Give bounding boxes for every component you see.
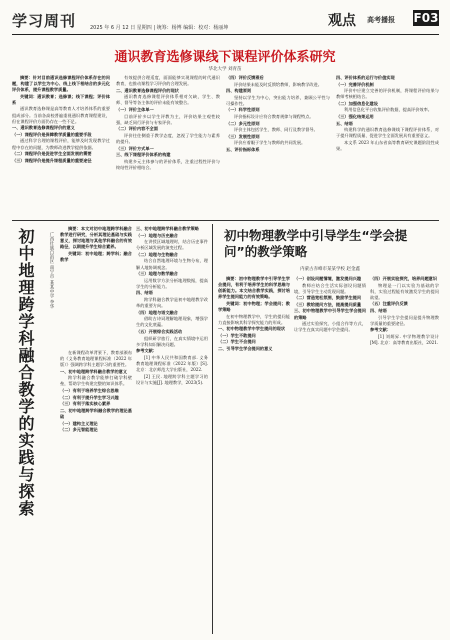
article2-subheading: （一）地理与历史融合 [136,232,178,238]
article3-abstract: 摘要：初中物理教学中引导学生学会提问，有利于培养学生的科学思维与创新能力。本文结合教学实践，探讨培养学生提问能力的有效策略。 [218,276,290,300]
article1-paragraph: 构建多元主体参与的评价体系，注重过程性评价与终结性评价相结合。 [116,158,220,170]
article3-subheading: 二、引导学生学会提问的意义 [218,346,273,352]
article3-subheading: （五）注重评价反馈 [370,301,408,307]
article1-title: 通识教育选修课线下课程评价体系研究 [114,50,336,65]
article1-byline: 华北大学 刘青苗 [208,67,242,72]
article2-reference: [2] 王民. 地理跨学科主题学习的设计与实施[J]. 地理教学，2023(5). [136,373,208,385]
article3-subheading: 一、初中物理教学中学生提问的现状 [218,326,286,332]
article1-column-3 [226,75,330,215]
article1-subheading: 五、结语 [336,120,353,126]
article3-subheading: 四、结语 [370,307,387,313]
article3-subheading: （一）创设问题情境，激发提问兴趣 [294,276,362,281]
article1-column-1 [12,75,110,215]
article2-byline: 广西壮族自治区 南宁市 某某中学 李华 [49,232,54,309]
article1-subheading: 一、通识教育选修课程评价的意义 [12,125,75,131]
article1-paragraph: 利用信息化平台收集评价数据，提高评价效率。 [344,107,432,113]
article2-subheading: 一、初中地理跨学科融合教学的意义 [60,368,128,374]
article2-abstract: 摘要：本文对初中地理跨学科融合教学进行研究，分析其理论基础与实践意义，探讨地理与其他学科融合的有效路径，以期提升学生综合素养。 [60,226,132,250]
article1-paragraph: 评价中应建立完善的评价机制，将课程评价结果与教师考核相结合。 [336,88,439,100]
article2-subheading: 二、初中地理跨学科融合教学的理论基础 [60,407,132,419]
article1-paragraph: 有效提供合理适度，面面能够实现课程的时代通识教育，也推动课程学习评价的合理发展。 [116,75,220,87]
article2-paragraph: 借助古诗词理解地理现象，增强学生的文化底蕴。 [136,316,208,328]
page-number: 03 [421,11,439,25]
article3-paragraph: 引导学生学会提问是提升物理教学质量的重要途径。 [370,314,439,326]
article1-keywords: 关键词：通识教育；选修课；线下课程；评价体系 [12,93,110,105]
article1-paragraph: 通过科学合理的课程评价，能够及时发现教学过程中存在的问题，为教师改进教学提供依据。 [12,138,110,150]
section-divider [12,220,439,221]
article3-subheading: （四）开展实验探究，培养问题意识 [370,276,438,281]
article2-abstract-box [60,226,132,346]
article1-subheading: （二）加强信息化建设 [336,100,378,106]
article1-column-2 [116,75,220,215]
article2-subheading: （一）建构主义理论 [60,420,98,426]
article1-paragraph: 评价往往侧重于教学态度，忽视了学生能力与素养的提升。 [116,132,220,144]
brand-logo: 高考播报 [367,15,395,24]
section-name: 学习周刊 [12,12,77,30]
article1-paragraph: 目前评价多以学生评教为主，评价结果主观性较强，缺乏同行评价与专家评价。 [116,113,220,125]
article2-column-1 [60,350,132,630]
article2-subheading: 四、结语 [136,290,153,296]
issue-info: 2025 年 6 月 12 日 星期四 | 统筹：杨博 编辑：校对：杨丽坤 [90,25,229,31]
article1-subheading: 四、评价体系的运行与价值实现 [336,75,395,80]
article1-paragraph: 评价结果未能及时反馈给教师，影响教学改进。 [234,81,322,87]
article3-column-1 [218,276,290,632]
article2-paragraph: 在讲授区域地理时，结合历史事件分析区域发展的演变过程。 [136,239,208,251]
article2-reference: [1] 中华人民共和国教育部. 义务教育地理课程标准（2022 年版）[S]. 北京：北京师范大学出版社，2022. [136,354,208,373]
article2-subheading: （一）有利于培养学生综合思维 [60,388,119,394]
article1-subheading: （三）发展性原则 [226,133,260,139]
article3-paragraph: 物理是一门以实验为基础的学科，实验过程能有效激发学生的提问欲望。 [370,282,439,300]
article1-subheading: （一）科学性原则 [226,107,260,113]
article2-subheading: （二）多元智能理论 [60,427,98,433]
article1-subheading: 三、线下课程评价体系的构建 [116,152,171,158]
article1-paragraph: 评价应着眼于学生与教师的共同发展。 [234,140,306,146]
article3-paragraph: 通过实验探究、小组合作等方式，让学生在真实问题中学会提问。 [294,321,366,333]
article2-subheading: 三、初中地理跨学科融合教学策略 [136,226,199,231]
column-name: 观点 [328,13,356,29]
article1-subheading: （二）课程评价是促进学生全面发展的需要 [12,151,92,157]
article3-subheading: （二）营造宽松氛围，鼓励学生提问 [294,295,362,301]
article1-subheading: （四）评价反馈滞后 [226,75,264,80]
article1-paragraph: 通识教育选修课程评价体系相对欠缺，学生、教师、督导等各主体的评价未能有效整合。 [116,94,220,106]
article1-paragraph: 评价指标设计应符合教育规律与课程特点。 [234,114,314,120]
article1-subheading: （一）完善评价机制 [336,81,374,87]
article1-subheading: （二）多元性原则 [226,120,260,126]
article3-subheading: 三、初中物理教学中引导学生学会提问的策略 [294,308,366,320]
article1-paragraph: 评价主体包括学生、教师、同行及教学督导。 [234,127,318,133]
article1-subheading: （三）课程评价是提升课程质量的重要途径 [12,157,92,163]
article1-paragraph: 坚持以学生为中心，突出能力培养，兼顾公平性与可操作性。 [226,94,330,106]
article1-paragraph: 通识教育选修课是高等教育人才培养体系的重要组成部分。当前各高校普遍重视通识教育课程建设，但在课程评价方面仍存在一些不足。 [12,106,110,124]
article2-subheading: （三）地理与数学融合 [136,271,178,277]
article1-subheading: （二）评价内容不全面 [116,126,158,132]
article1-paragraph: 构建科学的通识教育选修课线下课程评价体系，对于提升课程质量、促进学生全面发展具有重要意义。 [336,127,439,139]
article2-subheading: （四）地理与语文融合 [136,309,178,315]
article2-paragraph: 跨学科融合教学是初中地理教学改革的重要方向。 [136,297,208,309]
article2-subheading: （二）地理与生物融合 [136,251,178,257]
article1-subheading: （一）课程评价是保障教学质量的重要手段 [12,131,92,137]
article2-references-label: 参考文献： [136,348,157,354]
article1-subheading: 四、构建原则 [226,88,252,94]
article3-column-3 [370,276,439,632]
article3-subheading: （三）教给提问方法，提高提问质量 [294,301,362,307]
article2-title: 初中地理跨学科融合教学的实践与探索 [16,228,35,517]
masthead-rule [12,34,439,35]
article1-column-4 [336,75,439,215]
article1-subheading: 二、通识教育选修课程评价的现状 [116,87,179,93]
article2-paragraph: 在新课程改革背景下，教育部颁布的《义务教育地理课程标准（2022 年版）》强调跨学科主题学习的重要性。 [60,350,132,368]
article2-paragraph: 运用数学方法分析地理数据，提高学生的分析能力。 [136,277,208,289]
article3-byline: 内蒙古赤峰市某某学校 赵金鑫 [300,267,360,272]
article3-keywords: 关键词：初中物理；学会提问；教学策略 [218,300,290,312]
article1-subheading: （三）评价方式单一 [116,145,154,151]
article2-paragraph: 跨学科融合教学能够打破学科壁垒，帮助学生构建完整的知识体系。 [60,375,132,387]
article2-column-2 [136,226,208,630]
article1-subheading: 五、评价指标体系 [226,147,260,153]
page-number-badge [413,10,439,26]
article1-subheading: （一）评价主体单一 [116,106,154,112]
article3-subheading: （二）学生不会提问 [218,339,256,345]
article2-paragraph: 组织研学旅行，在真实情境中运用多学科知识解决问题。 [136,335,208,347]
page-letter: F [413,11,422,25]
article3-paragraph: 教师应结合生活实际创设问题情境，引导学生主动发现问题。 [294,282,366,294]
article3-title: 初中物理教学中引导学生“学会提问”的教学策略 [224,228,408,259]
article2-subheading: （三）有利于落实核心素养 [60,401,111,407]
article3-references-label: 参考文献： [370,327,391,333]
article2-paragraph: 结合自然地理环境与生物分布，理解人地协调观念。 [136,258,208,270]
article3-reference: [1] 刘炳昇. 中学物理教学设计[M]. 北京：高等教育出版社，2021. [370,333,439,345]
article2-keywords: 关键词：初中地理；跨学科；融合教学 [60,250,132,262]
article1-paragraph: 本文系 2023 年山东省高等教育研究课题阶段性成果。 [336,139,439,152]
article2-subheading: （二）有利于提升学生学习兴趣 [60,394,119,400]
masthead [0,0,450,38]
column-divider [212,224,213,634]
article1-abstract: 摘要：针对目前通识选修课程评价体系存在的问题，构建了以学生为中心、线上线下相结合的多元化评价体系，提升课程教学质量。 [12,75,110,93]
article3-column-2 [294,276,366,632]
article3-subheading: （一）学生不敢提问 [218,332,256,338]
article2-subheading: （五）开展综合实践活动 [136,329,183,334]
article1-subheading: （三）强化结果运用 [336,114,374,120]
article3-paragraph: 在初中物理教学中，学生的提问能力直接影响其科学探究能力的形成。 [218,313,290,325]
